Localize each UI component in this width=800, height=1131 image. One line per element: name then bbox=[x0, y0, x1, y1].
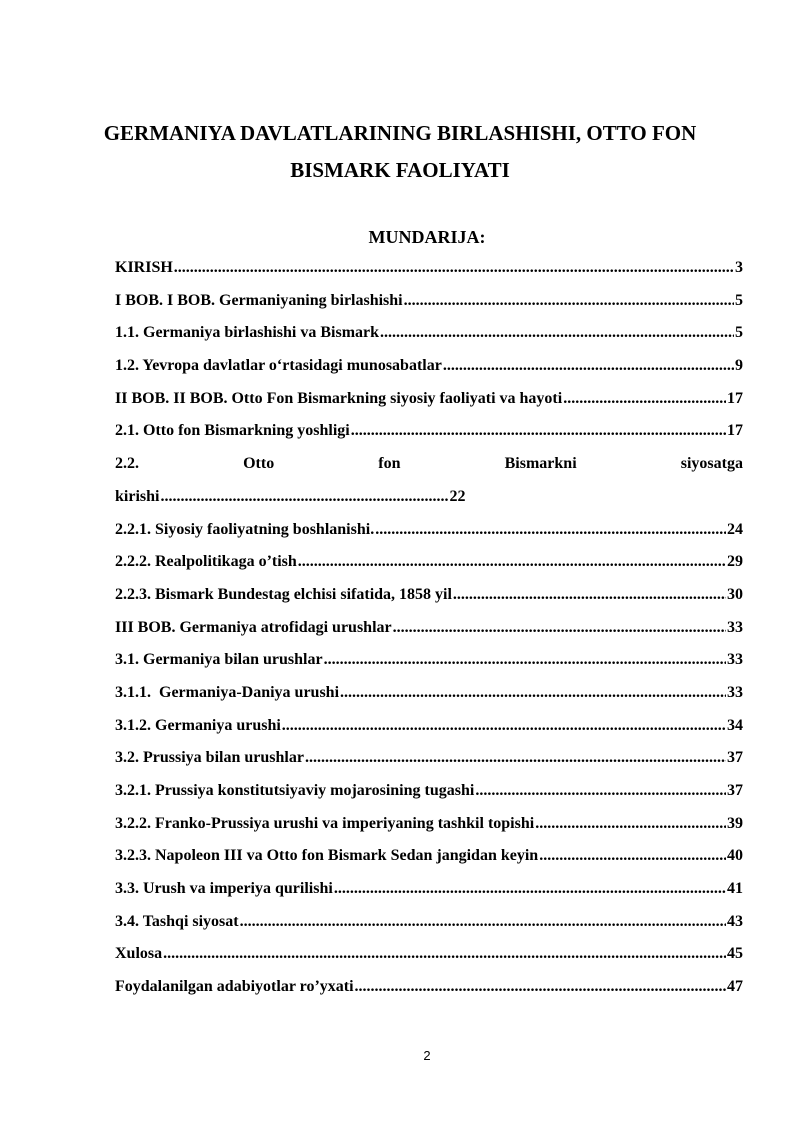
toc-entry-label: 3.4. Tashqi siyosat bbox=[115, 912, 239, 930]
toc-entry-label: 3.2.1. Prussiya konstitutsiyaviy mojarosining tugashi bbox=[115, 782, 475, 799]
toc-entry-label: kirishi bbox=[115, 487, 160, 505]
toc-leader-dots bbox=[453, 584, 726, 606]
toc-entry-page: 24 bbox=[727, 520, 743, 538]
table-of-contents bbox=[115, 257, 743, 1009]
toc-entry bbox=[115, 649, 743, 682]
toc-entry-label: 3.1.1. Germaniya-Daniya urushi bbox=[115, 683, 340, 701]
toc-entry bbox=[115, 747, 743, 780]
toc-entry-page: 22 bbox=[449, 487, 466, 505]
toc-entry-label: III BOB. Germaniya atrofidagi urushlar bbox=[115, 618, 392, 636]
toc-entry bbox=[115, 878, 743, 911]
toc-entry bbox=[115, 519, 743, 552]
toc-entry-word: fon bbox=[378, 455, 401, 473]
toc-entry-page: 43 bbox=[727, 912, 743, 930]
toc-entry-label: Foydalanilgan adabiyotlar ro’yxati bbox=[115, 978, 354, 996]
title-line-2: BISMARK FAOLIYATI bbox=[290, 158, 510, 182]
toc-leader-dots bbox=[298, 551, 726, 573]
toc-entry-page: 33 bbox=[727, 651, 743, 669]
toc-entry-justified-line bbox=[115, 453, 743, 486]
toc-leader-dots bbox=[563, 388, 726, 410]
toc-entry-label: I BOB. I BOB. Germaniyaning birlashishi bbox=[115, 291, 403, 309]
toc-leader-dots bbox=[305, 747, 726, 769]
toc-leader-dots bbox=[334, 878, 726, 900]
toc-leader-dots bbox=[160, 486, 448, 508]
toc-entry bbox=[115, 257, 743, 290]
toc-entry bbox=[115, 976, 743, 1009]
toc-entry-label: 3.2.3. Napoleon III va Otto fon Bismark Sedan jangidan keyin bbox=[115, 847, 539, 865]
toc-leader-dots bbox=[163, 943, 726, 965]
toc-entry-label: 2.1. Otto fon Bismarkning yoshligi bbox=[115, 422, 350, 440]
document-title bbox=[60, 115, 740, 189]
toc-leader-dots bbox=[393, 617, 726, 639]
toc-leader-dots bbox=[539, 845, 726, 867]
toc-leader-dots bbox=[340, 682, 726, 704]
toc-leader-dots bbox=[380, 322, 734, 344]
toc-entry-continuation bbox=[115, 486, 743, 519]
toc-entry-page: 9 bbox=[735, 357, 743, 375]
toc-leader-dots bbox=[404, 290, 734, 312]
toc-entry-word: Bismarkni bbox=[504, 455, 577, 473]
toc-entry-page: 45 bbox=[727, 945, 743, 963]
toc-entry bbox=[115, 682, 743, 715]
toc-entry bbox=[115, 551, 743, 584]
toc-entry-page: 33 bbox=[727, 683, 743, 701]
toc-entry-page: 30 bbox=[727, 585, 743, 603]
toc-entry-label: 2.2.3. Bismark Bundestag elchisi sifatida, 1858 yil bbox=[115, 585, 452, 603]
toc-entry-label: 3.1.2. Germaniya urushi bbox=[115, 716, 281, 734]
toc-entry-page: 5 bbox=[735, 324, 743, 342]
toc-entry-page: 37 bbox=[727, 782, 743, 799]
toc-entry-word: 2.2. bbox=[115, 455, 139, 473]
toc-entry bbox=[115, 715, 743, 748]
toc-entry-page: 37 bbox=[727, 749, 743, 767]
toc-entry-label: KIRISH bbox=[115, 259, 173, 276]
toc-leader-dots bbox=[324, 649, 726, 671]
toc-entry-word: Otto bbox=[243, 455, 275, 473]
toc-entry-label: 2.2.1. Siyosiy faoliyatning boshlanishi. bbox=[115, 520, 375, 538]
toc-entry bbox=[115, 420, 743, 453]
toc-leader-dots bbox=[240, 911, 726, 933]
toc-entry bbox=[115, 943, 743, 976]
toc-entry-label: 3.2. Prussiya bilan urushlar bbox=[115, 749, 304, 767]
toc-entry-page: 41 bbox=[727, 880, 743, 898]
toc-entry-page: 29 bbox=[727, 553, 743, 571]
toc-leader-dots bbox=[351, 420, 726, 442]
toc-entry bbox=[115, 290, 743, 323]
toc-heading: MUNDARIJA: bbox=[368, 227, 486, 247]
toc-entry bbox=[115, 780, 743, 813]
toc-leader-dots bbox=[174, 257, 734, 279]
toc-entry-label: Xulosa bbox=[115, 945, 163, 963]
toc-entry-label: 3.1. Germaniya bilan urushlar bbox=[115, 651, 323, 669]
toc-entry bbox=[115, 355, 743, 388]
toc-leader-dots bbox=[475, 780, 726, 802]
toc-entry bbox=[115, 845, 743, 878]
toc-leader-dots bbox=[282, 715, 726, 737]
toc-entry-label: 1.1. Germaniya birlashishi va Bismark bbox=[115, 324, 380, 342]
toc-entry-page: 33 bbox=[727, 618, 743, 636]
toc-leader-dots bbox=[375, 519, 726, 541]
toc-entry-label: 2.2.2. Realpolitikaga o’tish bbox=[115, 553, 297, 571]
toc-entry-label: 3.3. Urush va imperiya qurilishi bbox=[115, 880, 333, 898]
toc-entry-label: 3.2.2. Franko-Prussiya urushi va imperiyaning tashkil topishi bbox=[115, 814, 535, 832]
toc-entry-label: 1.2. Yevropa davlatlar o‘rtasidagi munosabatlar bbox=[115, 357, 442, 375]
toc-entry-page: 39 bbox=[727, 814, 743, 832]
toc-entry-page: 5 bbox=[735, 291, 743, 309]
page-number: 2 bbox=[423, 1048, 431, 1063]
toc-entry bbox=[115, 617, 743, 650]
toc-entry-word: siyosatga bbox=[680, 455, 743, 473]
toc-entry-page: 34 bbox=[727, 716, 743, 734]
toc-leader-dots bbox=[535, 813, 726, 835]
toc-entry-page: 40 bbox=[727, 847, 743, 865]
title-line-1: GERMANIYA DAVLATLARINING BIRLASHISHI, OTTO FON bbox=[103, 121, 697, 145]
toc-entry-page: 17 bbox=[727, 422, 743, 440]
toc-entry bbox=[115, 388, 743, 421]
toc-entry bbox=[115, 911, 743, 944]
toc-entry bbox=[115, 584, 743, 617]
toc-entry-page: 17 bbox=[727, 389, 743, 407]
toc-entry-page: 47 bbox=[727, 978, 743, 996]
toc-leader-dots bbox=[355, 976, 726, 998]
toc-entry bbox=[115, 813, 743, 846]
toc-entry-page: 3 bbox=[735, 259, 743, 276]
toc-entry bbox=[115, 322, 743, 355]
toc-entry-label: II BOB. II BOB. Otto Fon Bismarkning siyosiy faoliyati va hayoti bbox=[115, 389, 563, 407]
toc-leader-dots bbox=[443, 355, 734, 377]
